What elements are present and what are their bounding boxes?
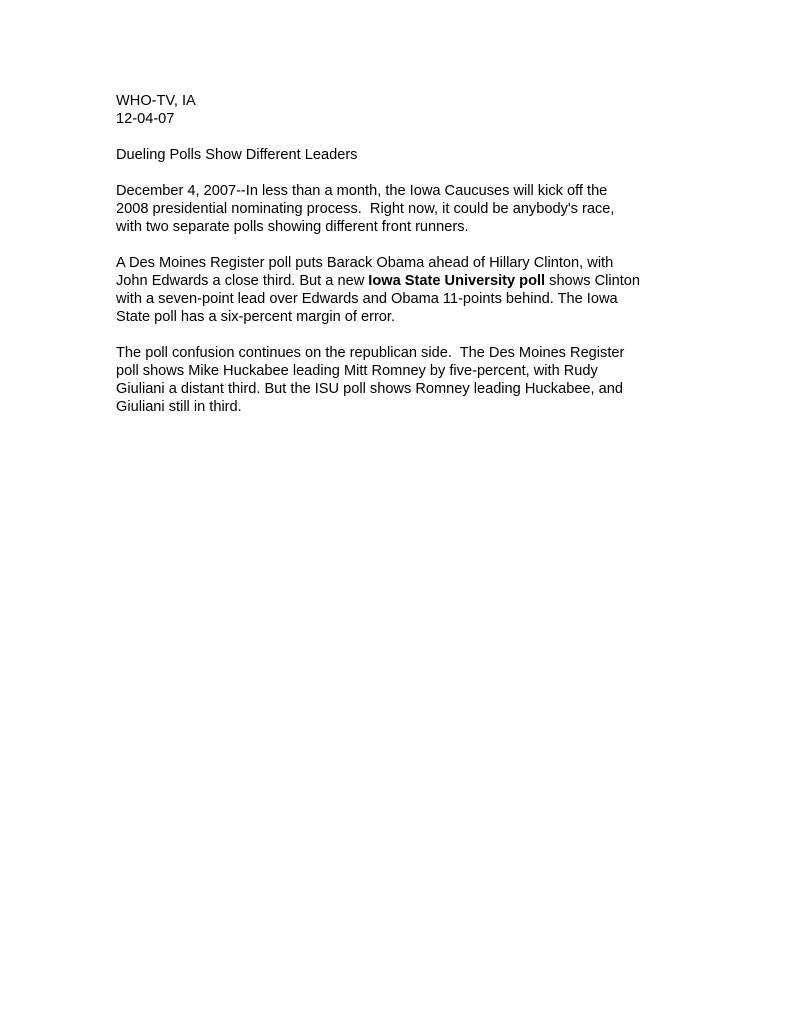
- paragraph-line: with a seven-point lead over Edwards and Obama 11-points behind. The Iowa: [116, 291, 618, 307]
- paragraph-1: [116, 182, 686, 236]
- paragraph-line: Giuliani a distant third. But the ISU poll shows Romney leading Huckabee, and: [116, 381, 624, 397]
- paragraph-3: [116, 344, 686, 416]
- paragraph-line: Giuliani still in third.: [116, 399, 242, 415]
- paragraph-line: State poll has a six-percent margin of error.: [116, 309, 396, 325]
- poll-name-bold: Iowa State University poll: [368, 273, 546, 289]
- station-name: WHO-TV, IA: [116, 93, 196, 109]
- paragraph-line: 2008 presidential nominating process. Right now, it could be anybody's race,: [116, 201, 615, 217]
- document-header: [116, 92, 686, 128]
- line-text: John Edwards a close third. But a new: [116, 273, 369, 289]
- paragraph-2: [116, 254, 686, 326]
- paragraph-line: [116, 272, 686, 290]
- paragraph-line: A Des Moines Register poll puts Barack Obama ahead of Hillary Clinton, with: [116, 255, 614, 271]
- paragraph-line: poll shows Mike Huckabee leading Mitt Romney by five-percent, with Rudy: [116, 363, 598, 379]
- headline: [116, 146, 686, 164]
- document-page: [116, 92, 686, 434]
- paragraph-line: December 4, 2007--In less than a month, the Iowa Caucuses will kick off the: [116, 183, 608, 199]
- paragraph-line: The poll confusion continues on the republican side. The Des Moines Register: [116, 345, 625, 361]
- document-date: 12-04-07: [116, 111, 175, 127]
- paragraph-line: with two separate polls showing different front runners.: [116, 219, 469, 235]
- headline-text: Dueling Polls Show Different Leaders: [116, 147, 358, 163]
- line-text: shows Clinton: [545, 273, 640, 289]
